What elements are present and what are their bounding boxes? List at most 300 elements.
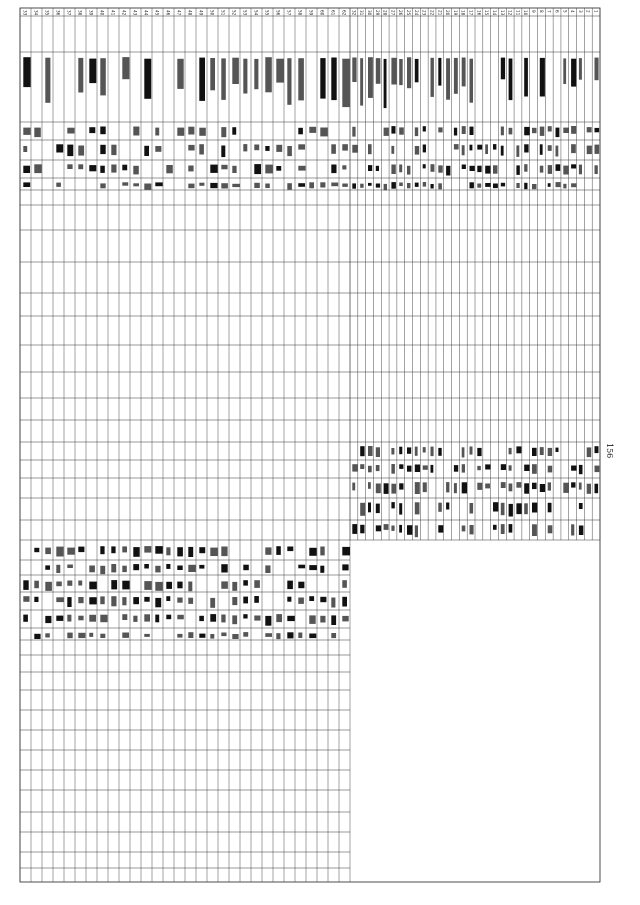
illegible-text — [265, 633, 272, 637]
illegible-text — [368, 144, 372, 154]
illegible-text — [221, 581, 228, 588]
illegible-text — [89, 165, 96, 171]
illegible-text — [309, 634, 316, 639]
row-number: 57 — [286, 10, 292, 16]
illegible-text — [309, 548, 316, 556]
row-number: 55 — [264, 10, 270, 16]
illegible-text — [556, 448, 559, 452]
illegible-text — [407, 447, 411, 453]
illegible-text — [579, 165, 582, 175]
illegible-text — [548, 145, 552, 151]
illegible-text — [509, 484, 513, 492]
illegible-text — [210, 183, 217, 188]
illegible-text — [265, 57, 272, 92]
illegible-text — [320, 597, 326, 602]
illegible-text — [188, 598, 193, 604]
illegible-text — [470, 166, 475, 171]
illegible-text — [342, 597, 347, 607]
illegible-text — [501, 58, 505, 80]
illegible-text — [563, 166, 568, 175]
illegible-text — [399, 447, 402, 455]
illegible-text — [254, 145, 259, 151]
illegible-text — [470, 145, 473, 151]
illegible-text — [100, 127, 105, 135]
illegible-text — [485, 166, 490, 174]
illegible-text — [265, 146, 269, 151]
illegible-text — [556, 146, 559, 157]
illegible-text — [384, 524, 389, 530]
illegible-text — [446, 166, 450, 176]
illegible-text — [556, 164, 561, 171]
illegible-text — [243, 144, 247, 151]
illegible-text — [298, 598, 304, 604]
illegible-text — [265, 165, 273, 174]
illegible-text — [133, 597, 139, 604]
illegible-text — [78, 597, 83, 603]
row-number: 53 — [242, 10, 248, 16]
illegible-text — [243, 59, 247, 94]
illegible-text — [407, 466, 412, 472]
row-number: 18 — [460, 10, 466, 16]
illegible-text — [188, 565, 196, 572]
illegible-text — [415, 502, 420, 514]
illegible-text — [199, 183, 204, 186]
illegible-text — [320, 58, 325, 99]
illegible-text — [78, 633, 85, 638]
illegible-text — [56, 565, 60, 573]
illegible-text — [571, 59, 576, 87]
illegible-text — [595, 466, 600, 473]
illegible-text — [144, 634, 150, 637]
illegible-text — [415, 525, 418, 537]
illegible-text — [384, 59, 387, 108]
illegible-text — [34, 128, 41, 138]
row-number: 46 — [165, 10, 171, 16]
illegible-text — [579, 465, 583, 474]
illegible-text — [368, 466, 372, 473]
illegible-text — [470, 525, 474, 534]
illegible-text — [360, 503, 365, 516]
illegible-text — [477, 145, 482, 150]
illegible-text — [111, 596, 116, 606]
illegible-text — [23, 146, 27, 152]
illegible-text — [210, 614, 216, 622]
illegible-text — [287, 616, 295, 621]
illegible-text — [177, 598, 182, 603]
illegible-text — [540, 447, 544, 455]
illegible-text — [243, 580, 248, 585]
row-number: 39 — [88, 10, 94, 16]
illegible-text — [532, 524, 537, 536]
illegible-text — [501, 127, 504, 136]
illegible-text — [352, 145, 357, 153]
illegible-text — [243, 614, 247, 618]
illegible-text — [331, 615, 336, 625]
illegible-text — [56, 183, 61, 187]
illegible-text — [133, 166, 139, 175]
illegible-text — [454, 465, 458, 472]
illegible-text — [391, 448, 394, 455]
illegible-text — [67, 128, 74, 134]
illegible-text — [368, 503, 371, 513]
illegible-text — [144, 564, 149, 569]
illegible-text — [67, 615, 71, 622]
row-number: 12 — [507, 10, 513, 16]
illegible-text — [221, 564, 227, 572]
illegible-text — [438, 448, 441, 456]
row-number: 8 — [538, 10, 544, 13]
row-number: 51 — [220, 10, 226, 16]
illegible-text — [524, 164, 527, 172]
illegible-text — [470, 59, 474, 103]
illegible-text — [446, 503, 449, 510]
illegible-text — [177, 582, 182, 589]
illegible-text — [391, 484, 396, 494]
illegible-text — [144, 59, 151, 99]
illegible-text — [540, 484, 545, 492]
illegible-text — [391, 58, 396, 85]
illegible-text — [563, 184, 566, 189]
row-number: 45 — [154, 10, 160, 16]
illegible-text — [210, 548, 218, 556]
illegible-text — [199, 144, 204, 154]
illegible-text — [548, 482, 551, 490]
row-number: 36 — [55, 10, 61, 16]
illegible-text — [23, 596, 29, 602]
illegible-text — [166, 596, 170, 601]
illegible-text — [524, 465, 529, 471]
illegible-text — [221, 58, 226, 100]
row-number: 25 — [406, 10, 412, 16]
illegible-text — [595, 145, 600, 154]
illegible-text — [587, 146, 592, 155]
illegible-text — [454, 128, 457, 136]
row-number: 5 — [562, 10, 568, 13]
illegible-text — [516, 183, 519, 188]
illegible-text — [320, 182, 325, 187]
illegible-text — [188, 127, 194, 135]
illegible-text — [254, 596, 259, 603]
illegible-text — [563, 128, 568, 133]
illegible-text — [462, 482, 467, 493]
illegible-text — [155, 546, 163, 554]
illegible-text — [320, 547, 324, 556]
illegible-text — [516, 145, 519, 157]
illegible-text — [155, 615, 159, 623]
illegible-text — [470, 447, 473, 455]
illegible-text — [360, 184, 363, 188]
illegible-text — [56, 616, 63, 621]
illegible-text — [446, 482, 449, 492]
illegible-text — [532, 448, 537, 456]
illegible-text — [532, 184, 537, 189]
illegible-text — [199, 547, 205, 553]
illegible-text — [199, 58, 205, 101]
illegible-text — [298, 183, 305, 187]
illegible-text — [232, 634, 238, 639]
row-number: 11 — [515, 10, 521, 16]
illegible-text — [276, 59, 284, 83]
illegible-text — [532, 503, 537, 513]
illegible-text — [485, 464, 490, 469]
illegible-text — [595, 484, 599, 494]
illegible-text — [477, 166, 481, 172]
illegible-text — [587, 447, 592, 457]
illegible-text — [56, 144, 63, 152]
illegible-text — [199, 565, 204, 569]
illegible-text — [298, 166, 305, 171]
illegible-text — [509, 465, 512, 470]
illegible-text — [287, 146, 292, 156]
illegible-text — [571, 466, 576, 471]
row-number: 32 — [351, 10, 357, 16]
illegible-text — [548, 183, 551, 187]
illegible-text — [232, 127, 236, 135]
illegible-text — [360, 464, 364, 469]
illegible-text — [407, 166, 410, 175]
illegible-text — [100, 566, 105, 574]
row-number: 19 — [452, 10, 458, 16]
row-number: 33 — [22, 10, 28, 16]
illegible-text — [166, 564, 170, 569]
illegible-text — [144, 184, 151, 190]
illegible-text — [532, 464, 537, 474]
illegible-text — [501, 183, 505, 187]
illegible-text — [376, 465, 380, 471]
illegible-text — [265, 547, 271, 554]
row-number: 54 — [253, 10, 259, 16]
illegible-text — [524, 127, 529, 135]
illegible-text — [571, 482, 575, 487]
illegible-text — [254, 164, 261, 174]
illegible-text — [56, 582, 62, 587]
illegible-text — [331, 633, 336, 638]
illegible-text — [298, 633, 302, 639]
illegible-text — [34, 581, 39, 589]
illegible-text — [144, 146, 149, 156]
illegible-text — [221, 615, 225, 623]
illegible-text — [155, 582, 163, 591]
row-number: 24 — [413, 10, 419, 16]
illegible-text — [243, 565, 249, 571]
illegible-text — [166, 165, 173, 173]
illegible-text — [516, 482, 521, 488]
illegible-text — [23, 128, 30, 135]
illegible-text — [579, 503, 583, 509]
illegible-text — [540, 166, 544, 173]
illegible-text — [587, 484, 591, 494]
illegible-text — [188, 145, 194, 151]
illegible-text — [595, 446, 599, 453]
row-number: 58 — [297, 10, 303, 16]
illegible-text — [415, 482, 420, 494]
illegible-text — [470, 127, 474, 135]
illegible-text — [391, 464, 395, 474]
illegible-text — [342, 144, 348, 150]
illegible-text — [199, 634, 205, 638]
illegible-text — [67, 164, 72, 169]
illegible-text — [563, 58, 566, 84]
illegible-text — [122, 57, 129, 79]
illegible-text — [78, 581, 82, 586]
illegible-text — [571, 144, 576, 153]
illegible-text — [243, 632, 248, 637]
illegible-text — [122, 633, 129, 638]
illegible-text — [100, 58, 106, 95]
row-number: 23 — [421, 10, 427, 16]
illegible-text — [100, 166, 105, 173]
row-number: 4 — [570, 10, 576, 13]
illegible-text — [56, 597, 64, 602]
illegible-text — [438, 503, 442, 512]
illegible-text — [532, 483, 537, 489]
illegible-text — [177, 634, 182, 638]
illegible-text — [210, 165, 217, 173]
illegible-text — [122, 566, 127, 572]
row-number: 14 — [491, 10, 497, 16]
illegible-text — [391, 526, 394, 531]
illegible-text — [100, 615, 107, 623]
illegible-text — [415, 127, 418, 136]
illegible-text — [265, 565, 270, 573]
row-number: 44 — [143, 10, 149, 16]
row-number: 42 — [121, 10, 127, 16]
illegible-text — [399, 165, 402, 173]
illegible-text — [516, 503, 521, 514]
illegible-text — [415, 59, 419, 82]
illegible-text — [254, 580, 260, 588]
row-number: 30 — [366, 10, 372, 16]
illegible-text — [462, 464, 465, 472]
illegible-text — [177, 547, 183, 556]
illegible-text — [111, 546, 115, 553]
illegible-text — [462, 447, 465, 457]
illegible-text — [454, 483, 457, 493]
illegible-text — [287, 597, 291, 602]
illegible-text — [399, 503, 402, 514]
illegible-text — [352, 58, 356, 83]
row-number: 27 — [390, 10, 396, 16]
illegible-text — [89, 566, 95, 573]
illegible-text — [155, 182, 162, 186]
illegible-text — [540, 58, 545, 97]
illegible-text — [155, 566, 160, 573]
row-number: 34 — [33, 10, 39, 16]
illegible-text — [232, 597, 237, 605]
illegible-text — [342, 547, 350, 556]
illegible-text — [470, 503, 474, 514]
illegible-text — [391, 182, 396, 189]
row-number: 15 — [484, 10, 490, 16]
row-number: 56 — [275, 10, 281, 16]
illegible-text — [399, 525, 402, 533]
illegible-text — [431, 447, 434, 457]
illegible-text — [485, 484, 490, 489]
illegible-text — [423, 447, 426, 452]
illegible-text — [100, 546, 104, 554]
row-number: 16 — [476, 10, 482, 16]
illegible-text — [595, 58, 599, 81]
illegible-text — [399, 59, 403, 85]
illegible-text — [23, 57, 30, 87]
illegible-text — [34, 164, 42, 173]
illegible-text — [516, 446, 521, 453]
row-number: 26 — [398, 10, 404, 16]
illegible-text — [415, 447, 418, 456]
illegible-text — [309, 596, 314, 601]
illegible-text — [287, 581, 293, 590]
illegible-text — [111, 165, 116, 173]
illegible-text — [399, 483, 403, 489]
illegible-text — [331, 598, 335, 608]
illegible-text — [298, 144, 305, 149]
illegible-text — [587, 127, 592, 132]
illegible-text — [391, 146, 394, 154]
illegible-text — [493, 184, 498, 189]
illegible-text — [384, 128, 389, 136]
illegible-text — [276, 614, 282, 622]
illegible-text — [89, 615, 96, 622]
illegible-text — [438, 127, 442, 132]
illegible-text — [100, 596, 104, 604]
illegible-text — [188, 547, 193, 557]
row-number: 9 — [531, 10, 537, 13]
illegible-text — [415, 146, 419, 155]
row-number: 1 — [593, 10, 599, 13]
illegible-text — [320, 566, 324, 573]
illegible-text — [477, 483, 482, 490]
illegible-text — [232, 58, 239, 84]
illegible-text — [501, 146, 504, 156]
row-number: 6 — [554, 10, 560, 13]
row-number: 59 — [308, 10, 314, 16]
illegible-text — [56, 547, 63, 557]
illegible-text — [89, 582, 97, 590]
row-number: 31 — [359, 10, 365, 16]
illegible-text — [276, 166, 281, 171]
illegible-text — [501, 464, 506, 470]
illegible-text — [177, 566, 182, 571]
illegible-text — [524, 503, 528, 514]
row-number: 29 — [374, 10, 380, 16]
illegible-text — [298, 128, 303, 135]
illegible-text — [342, 580, 347, 588]
illegible-text — [540, 127, 545, 136]
illegible-text — [446, 58, 450, 99]
row-number: 13 — [499, 10, 505, 16]
illegible-text — [133, 183, 139, 186]
illegible-text — [342, 564, 348, 570]
illegible-text — [320, 616, 325, 623]
row-number: 21 — [437, 10, 443, 16]
illegible-text — [485, 183, 490, 187]
illegible-text — [368, 165, 372, 171]
illegible-text — [331, 165, 336, 174]
illegible-text — [524, 58, 528, 97]
illegible-text — [287, 632, 293, 638]
illegible-text — [89, 59, 96, 84]
illegible-text — [45, 616, 51, 623]
illegible-text — [438, 165, 442, 172]
illegible-text — [23, 615, 28, 622]
illegible-text — [221, 146, 225, 158]
illegible-text — [563, 483, 568, 493]
illegible-text — [221, 547, 227, 557]
illegible-text — [210, 58, 215, 90]
illegible-text — [579, 58, 582, 80]
row-number: 37 — [66, 10, 72, 16]
illegible-text — [243, 597, 248, 604]
